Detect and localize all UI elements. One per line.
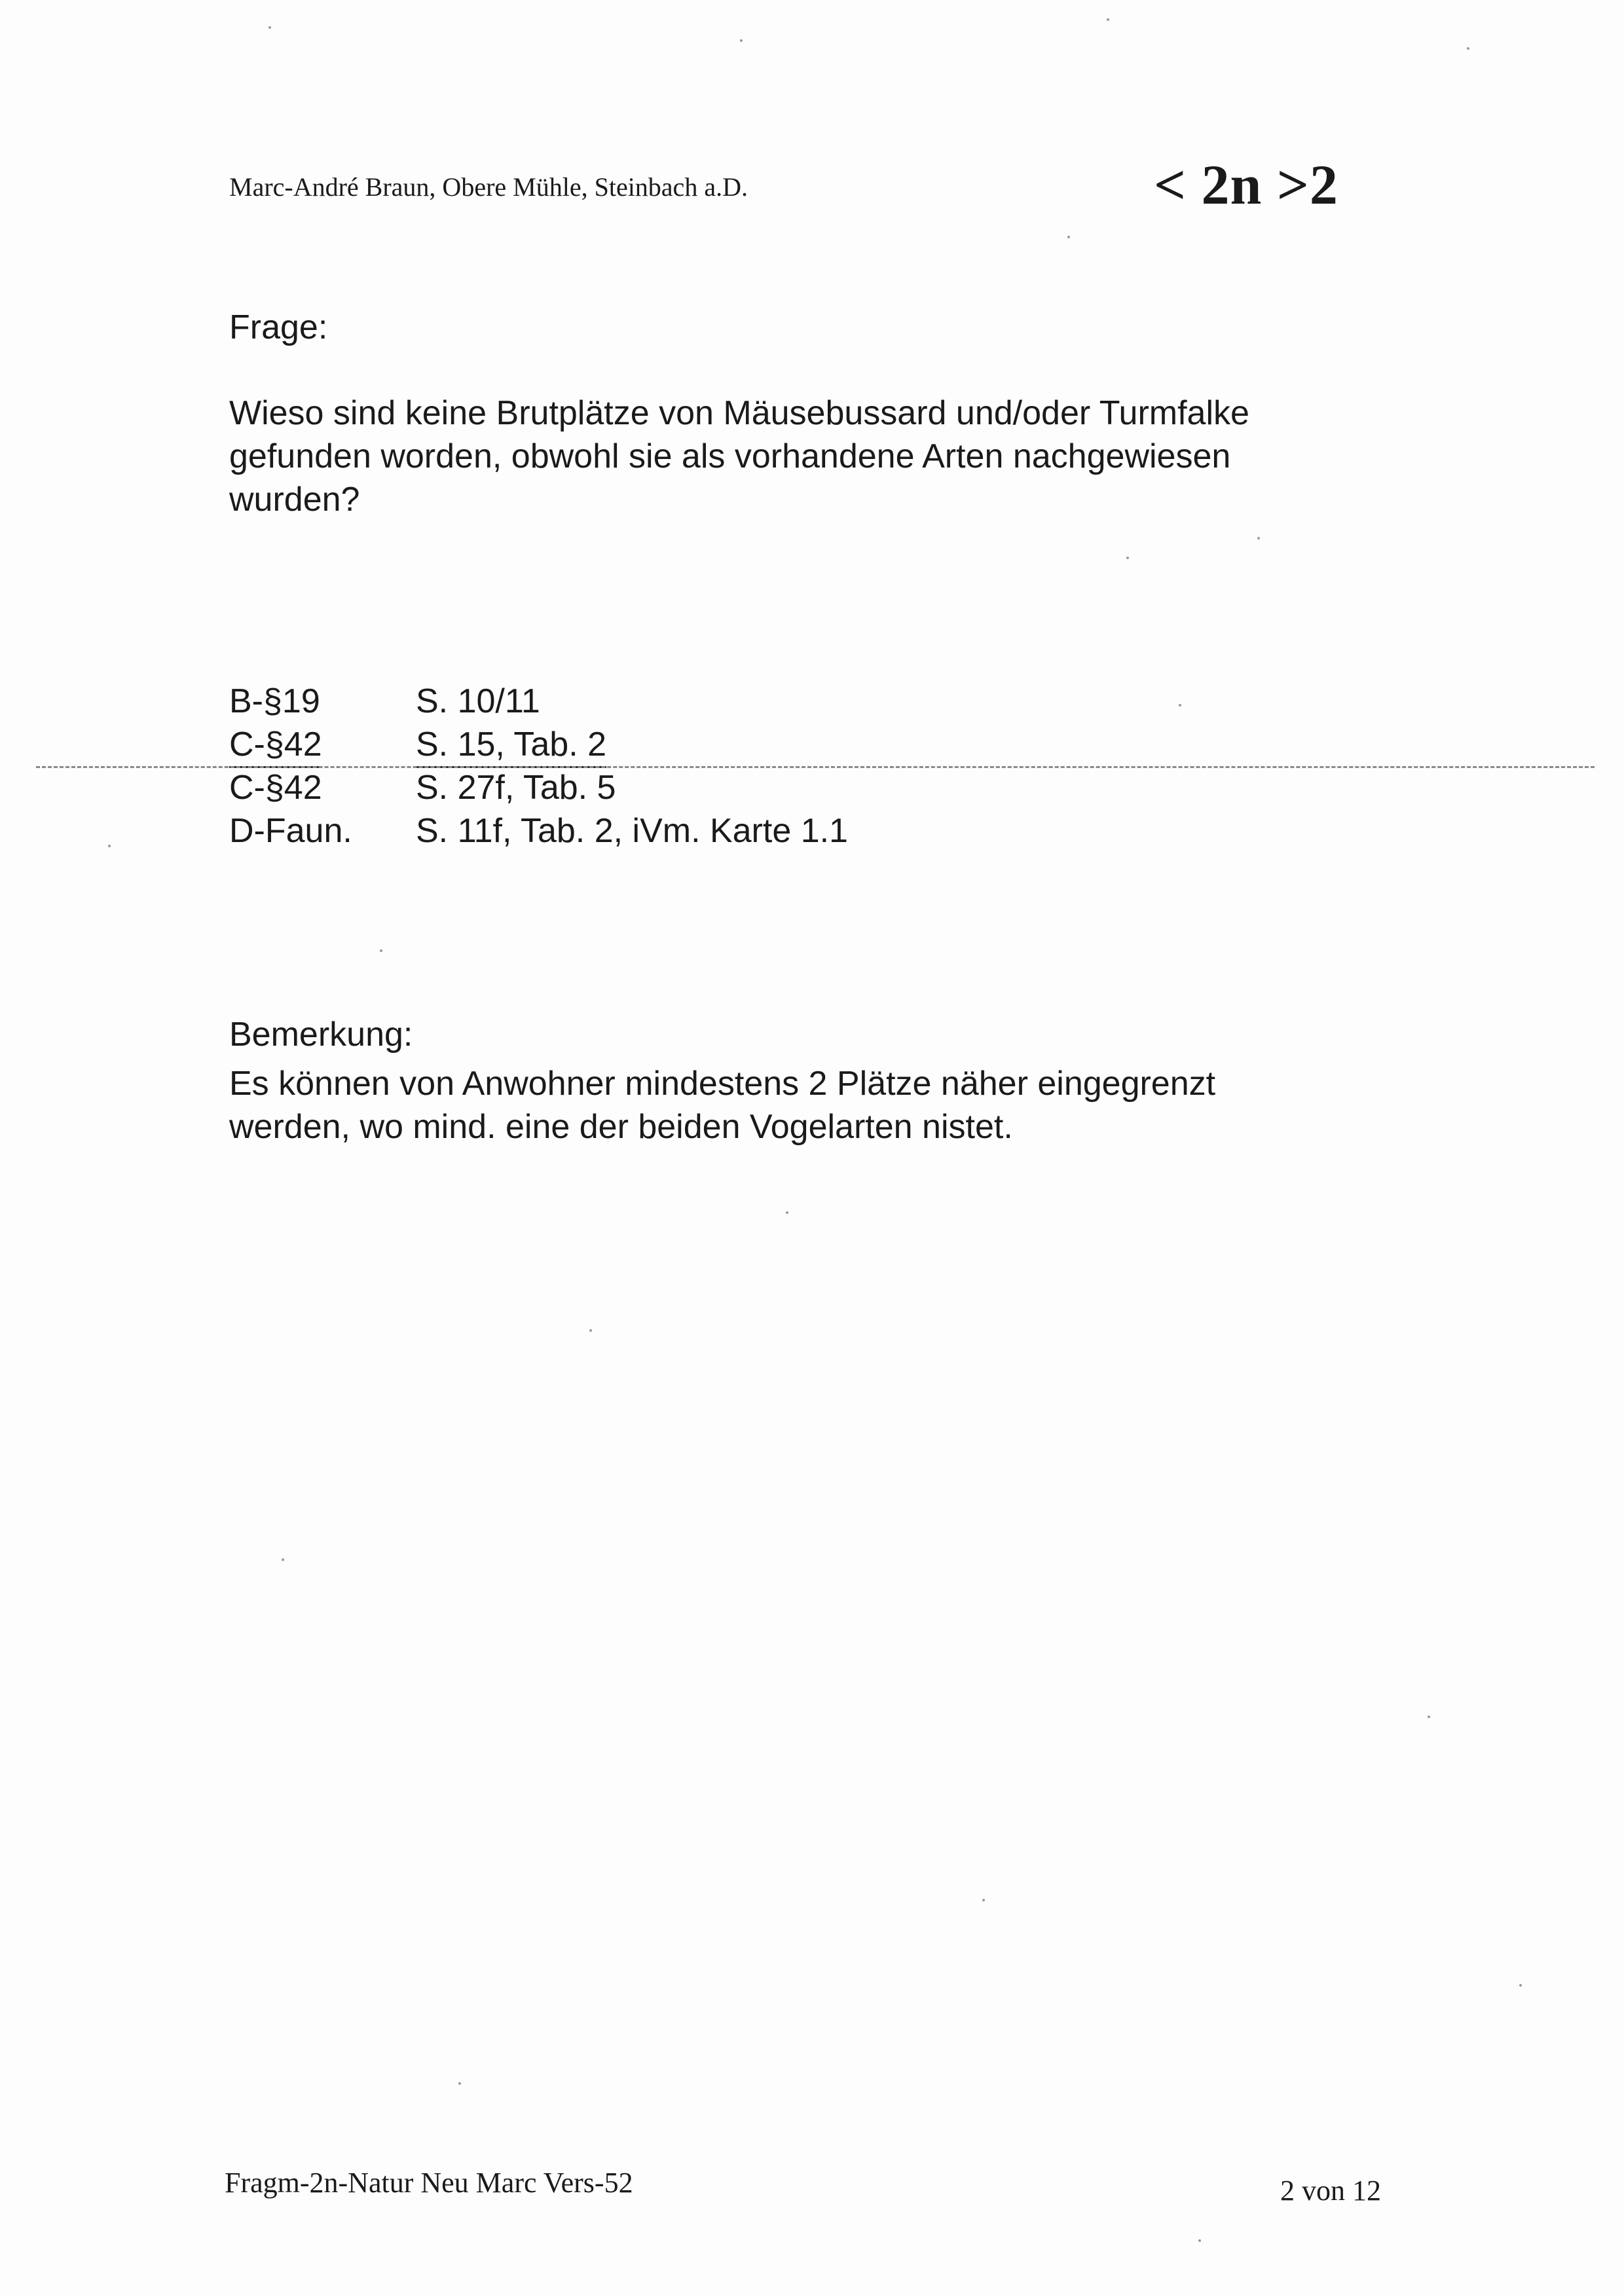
footer-document-id: Fragm-2n-Natur Neu Marc Vers-52 xyxy=(225,2167,633,2199)
question-line: gefunden worden, obwohl sie als vorhandene Arten nachgewiesen xyxy=(229,437,1231,475)
reference-code: C-§42 xyxy=(229,723,322,768)
reference-code: D-Faun. xyxy=(229,812,352,850)
header-author: Marc-André Braun, Obere Mühle, Steinbach a.D. xyxy=(229,172,748,202)
question-line: wurden? xyxy=(229,481,360,519)
scan-speck xyxy=(1428,1716,1430,1718)
scan-speck xyxy=(1519,1984,1522,1987)
scan-speck xyxy=(1067,236,1070,238)
scan-speck xyxy=(1107,18,1109,21)
scan-speck xyxy=(380,949,382,952)
scan-speck xyxy=(108,845,111,847)
scan-speck xyxy=(1467,47,1469,50)
header-document-code: < 2n >2 xyxy=(1154,153,1338,216)
question-label: Frage: xyxy=(229,308,328,346)
scan-speck xyxy=(1179,704,1181,707)
remark-line: werden, wo mind. eine der beiden Vogelarten nistet. xyxy=(229,1108,1013,1146)
remark-line: Es können von Anwohner mindestens 2 Plätze näher eingegrenzt xyxy=(229,1065,1216,1103)
scan-speck xyxy=(268,26,271,29)
scan-speck xyxy=(786,1211,788,1214)
scan-speck xyxy=(282,1558,284,1561)
reference-page: S. 15, Tab. 2 xyxy=(416,723,606,768)
scan-artifact-line xyxy=(36,766,1595,768)
scan-speck xyxy=(458,2082,461,2085)
footer-page-number: 2 von 12 xyxy=(1280,2175,1381,2207)
reference-code: B-§19 xyxy=(229,682,320,720)
reference-page: S. 10/11 xyxy=(416,682,540,720)
reference-code: C-§42 xyxy=(229,769,322,807)
remark-text xyxy=(229,1062,1215,1148)
remark-label: Bemerkung: xyxy=(229,1016,413,1054)
scan-speck xyxy=(982,1899,985,1901)
scan-speck xyxy=(740,39,743,42)
reference-page: S. 11f, Tab. 2, iVm. Karte 1.1 xyxy=(416,812,848,850)
scan-speck xyxy=(1198,2239,1201,2242)
question-text xyxy=(229,392,1375,521)
scan-speck xyxy=(589,1329,592,1332)
question-line: Wieso sind keine Brutplätze von Mäusebussard und/oder Turmfalke xyxy=(229,394,1249,432)
scan-speck xyxy=(1126,557,1129,559)
scan-speck xyxy=(1257,537,1260,540)
reference-page: S. 27f, Tab. 5 xyxy=(416,769,616,807)
